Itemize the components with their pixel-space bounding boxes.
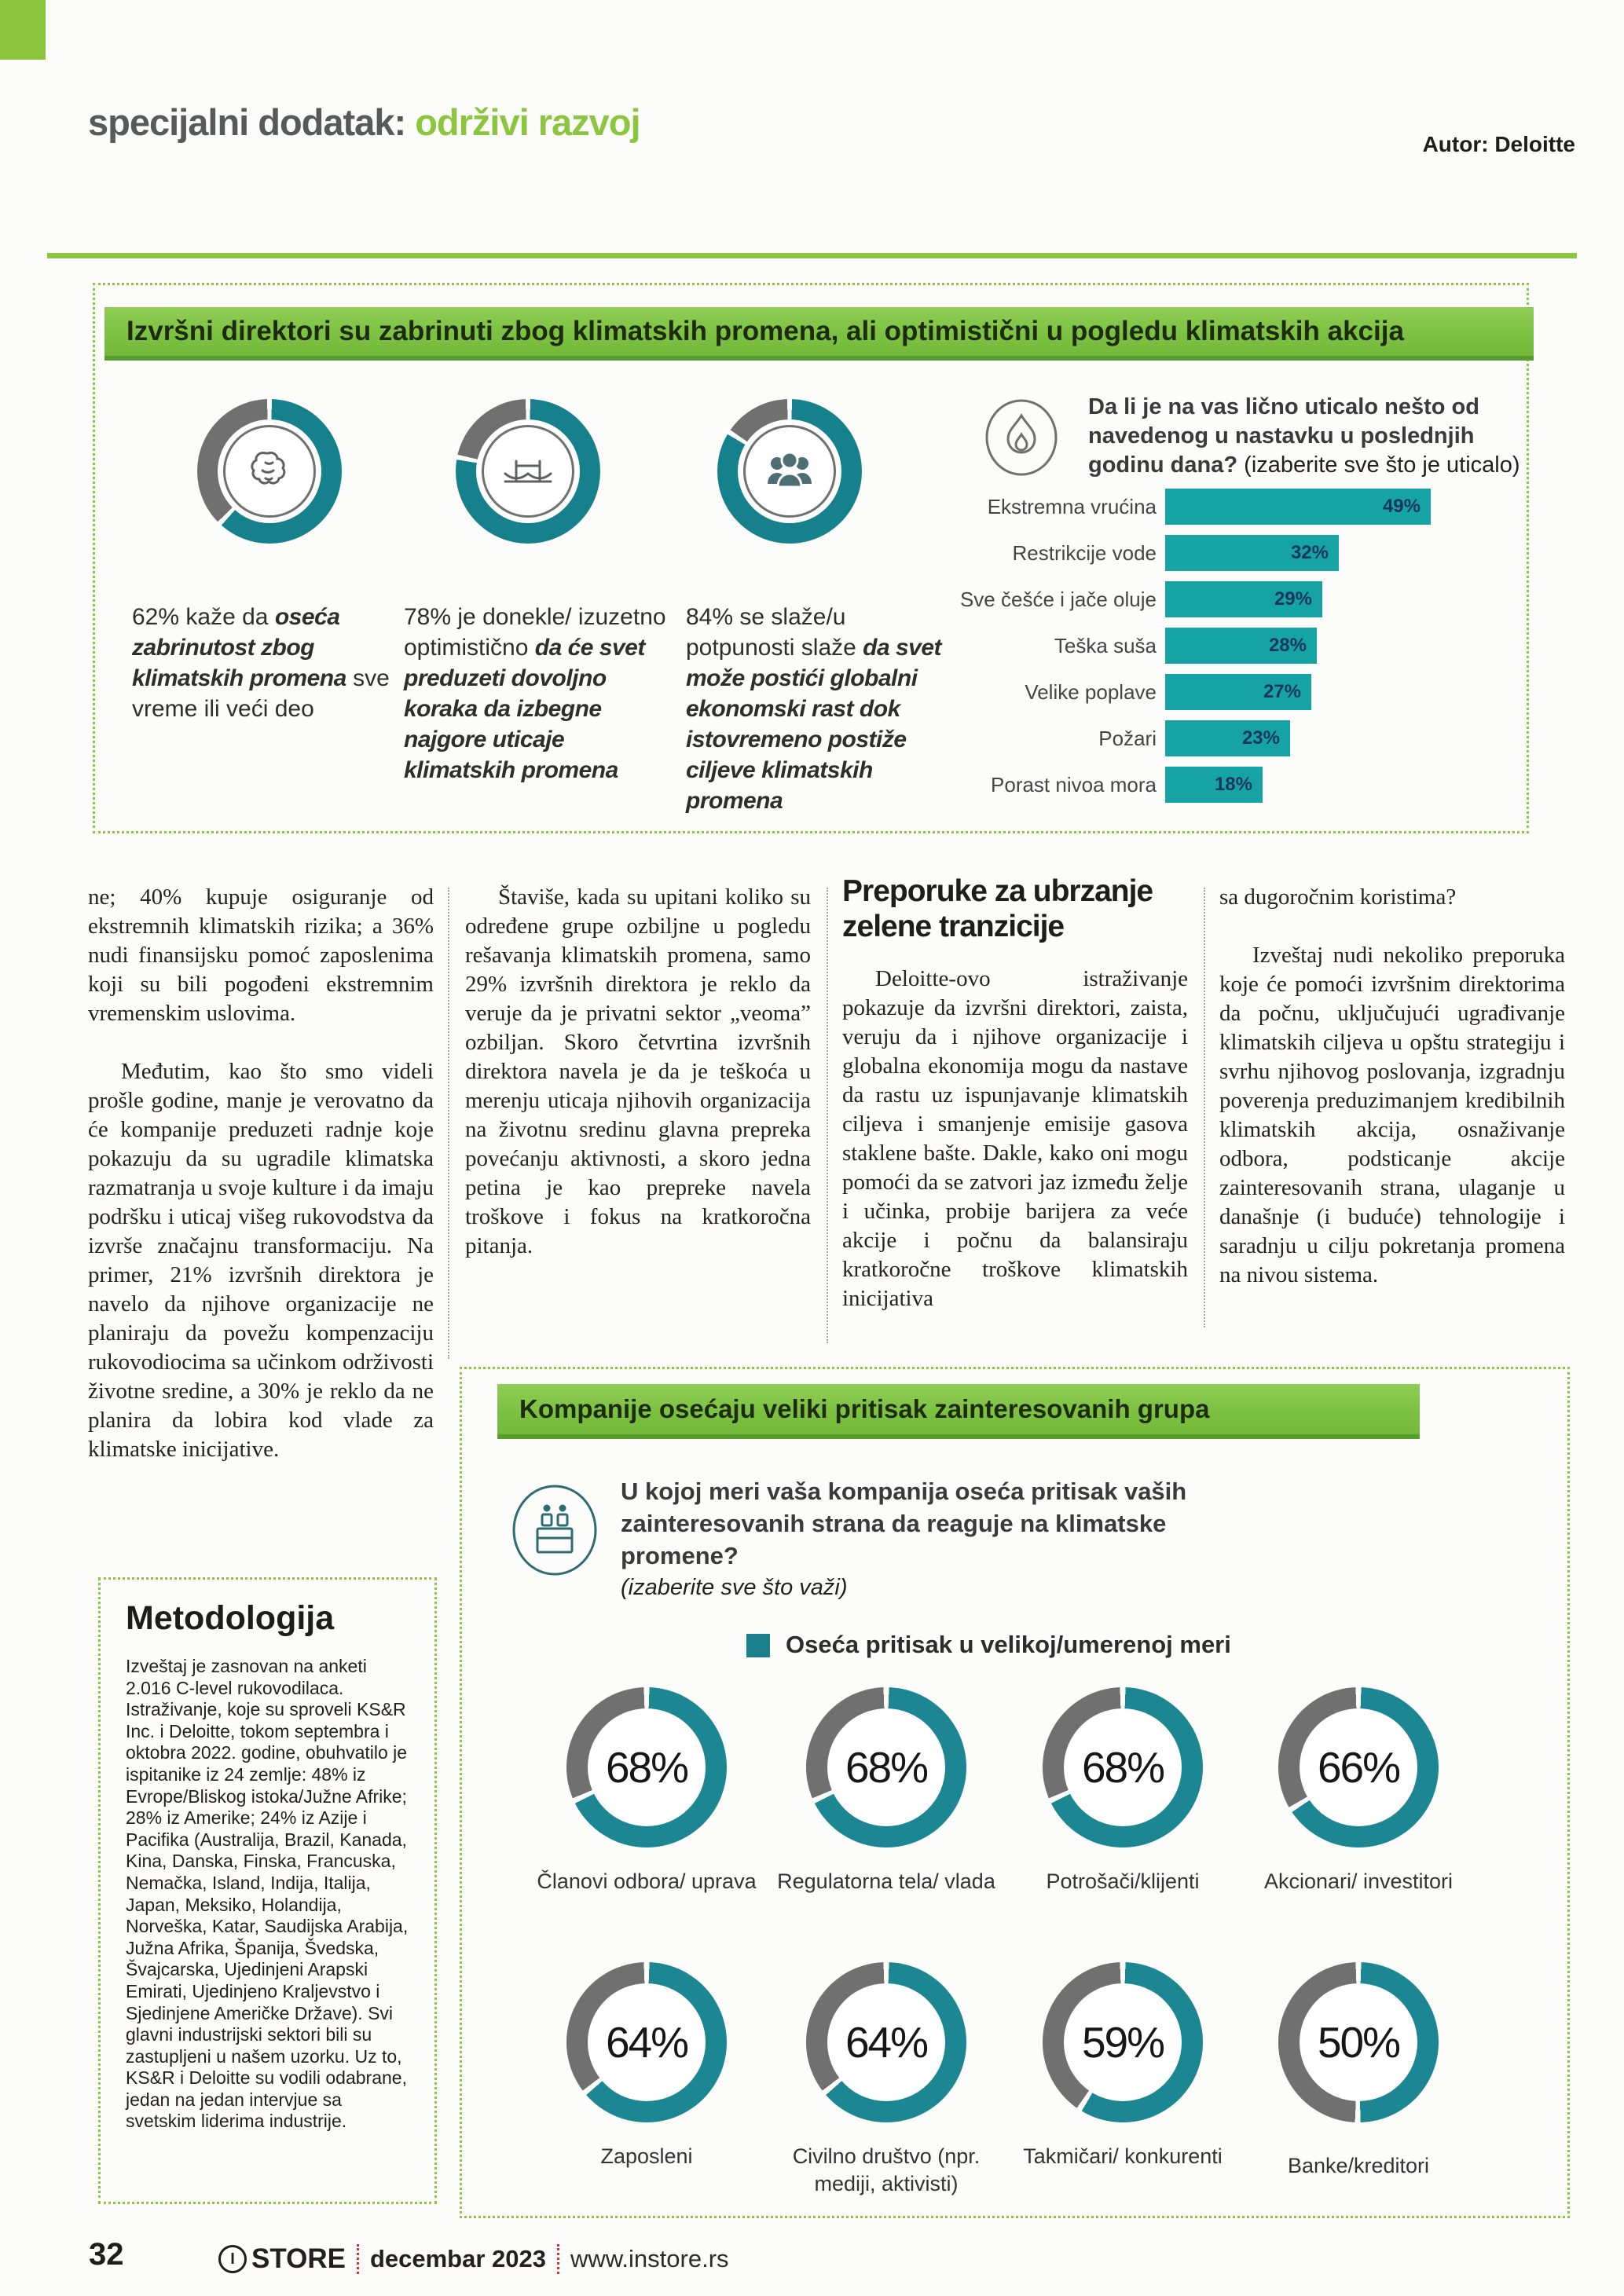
donut-value: 64%: [605, 2018, 688, 2067]
bar-value: 29%: [1274, 588, 1312, 610]
body-column-3: [842, 965, 1188, 1313]
footer-brand-row: [218, 2243, 729, 2275]
people-icon: [743, 425, 836, 518]
body-column-1: [88, 883, 434, 1464]
donut-label: Takmičari/ konkurenti: [1023, 2144, 1223, 2168]
stat-tail: sve vreme ili veći deo: [132, 665, 390, 722]
question-bold: Da li je na vas lično uticalo nešto od navedenog u nastavku u poslednjih godinu dana?: [1088, 394, 1479, 478]
bar: [1165, 767, 1263, 803]
bar: [1165, 581, 1322, 617]
donut-banks: [1278, 1962, 1439, 2122]
donut-value: 68%: [1081, 1743, 1164, 1792]
bar-value: 49%: [1382, 496, 1421, 517]
paragraph: Štaviše, kada su upitani koliko su određene grupe ozbiljne u pogledu rešavanja klimatskih promena, samo 29% izvršnih direktora je reklo da veruje da je privatni sektor „veoma” ozbiljan. Skoro četvrtina izvršnih direktora navela je da je teškoća u merenju uticaja njihovih organizacija na životnu sredinu glavna prepreka povećanju aktivnosti, a skoro jedna petina je kao prepreke navela troškove i fokus na kratkoročna pitanja.: [465, 884, 811, 1258]
paragraph: ne; 40% kupuje osiguranje od ekstremnih klimatskih rizika; a 36% nudi finansijsku pomoć zaposlenima koji su bili pogođeni ekstremnim vremenskim uslovima.: [88, 884, 434, 1026]
bar: [1165, 535, 1339, 571]
stat-value: 78%: [404, 604, 452, 630]
stat-value: 62%: [132, 604, 180, 630]
donut-value: 66%: [1317, 1743, 1400, 1792]
bar-label: Teška suša: [1054, 634, 1157, 657]
flame-icon: [984, 398, 1059, 477]
stat-text-78: [404, 602, 679, 785]
donut-label: Banke/kreditori: [1287, 2154, 1430, 2177]
masthead-gray: specijalni dodatak:: [88, 101, 406, 143]
infographic-title-banner: Izvršni direktori su zabrinuti zbog klimatskih promena, ali optimistični u pogledu klimatskih akcija: [104, 307, 1534, 361]
corner-accent: [0, 0, 46, 60]
donut-label: Akcionari/ investitori: [1263, 1869, 1454, 1893]
body-column-4: [1219, 883, 1565, 1290]
bar: [1165, 628, 1317, 664]
footer-date: decembar 2023: [369, 2245, 546, 2272]
question-personal-impact: [1088, 393, 1528, 480]
author-credit: Autor: Deloitte: [1422, 132, 1575, 156]
footer-website[interactable]: www.instore.rs: [570, 2245, 729, 2272]
stakeholder-table-icon: [509, 1483, 600, 1577]
question-note: (izaberite sve što važi): [621, 1575, 848, 1600]
bar-value: 32%: [1290, 542, 1329, 563]
donut-label: Članovi odbora/ uprava: [537, 1869, 757, 1893]
question-bold: U kojoj meri vaša kompanija oseća pritisak vaših zainteresovanih strana da reaguje na klimatske promene?: [621, 1478, 1187, 1569]
donut-label: Regulatorna tela/ vlada: [777, 1869, 995, 1893]
header-rule: [47, 253, 1577, 258]
bar: [1165, 674, 1311, 710]
bar-value: 23%: [1241, 727, 1280, 749]
donut-value: 68%: [845, 1743, 928, 1792]
recommendations-heading: Preporuke za ubrzanje zelene tranzicije: [842, 874, 1153, 943]
bar-label: Restrikcije vode: [1012, 541, 1157, 565]
donut-value: 68%: [605, 1743, 688, 1792]
bar-label: Ekstremna vrućina: [987, 495, 1157, 518]
bar: [1165, 489, 1431, 525]
paragraph: Deloitte-ovo istraživanje pokazuje da izvršni direktori, zaista, veruju da i njihove organizacije i globalna ekonomija mogu da nastave da rastu uz ispunjavanje klimatskih ciljeva i smanjenje emisije gasova staklene bašte. Dakle, kako oni mogu pomoći da se zatvori jaz između želje i učinka, probije barijera za veće akcije i počnu da balansiraju kratkoročne troškove klimatskih inicijativa: [842, 966, 1188, 1311]
instore-logo-icon: I: [218, 2245, 247, 2273]
stat-em: da će svet preduzeti dovoljno koraka da izbegne najgore uticaje klimatskih promena: [404, 635, 645, 783]
masthead-green: održivi razvoj: [415, 101, 640, 143]
column-divider: [1204, 888, 1205, 1327]
stat-donut-62: [197, 399, 342, 544]
body-column-2: [465, 883, 811, 1261]
bar-label: Porast nivoa mora: [991, 773, 1157, 796]
paragraph: Izveštaj nudi nekoliko preporuka koje će pomoći izvršnim direktorima da počnu, uključujući ugrađivanje klimatskih ciljeva u opštu strategiju i svrhu njihovog poslovanja, izgradnju poverenja preduzimanjem kredibilnih klimatskih akcija, osnaživanje odbora, podsticanje akcije zainteresovanih strana, ulaganje u današnje (i buduće) tehnologije i saradnju u cilju pokretanja promena na nivou sistema.: [1219, 943, 1565, 1287]
stat-em: oseća zabrinutost zbog klimatskih promena: [132, 604, 346, 691]
stat-lead: je donekle/ izuzetno optimistično: [404, 604, 666, 661]
donut-customers: [1043, 1687, 1203, 1847]
stat-text-62: [132, 602, 395, 724]
bridge-icon: [482, 425, 574, 518]
bar-label: Sve češće i jače oluje: [959, 588, 1157, 611]
question-stakeholder-pressure: [621, 1475, 1281, 1604]
bar-label: Požari: [1098, 727, 1157, 750]
column-divider: [448, 888, 449, 1359]
methodology-heading: Metodologija: [126, 1599, 335, 1637]
bar: [1165, 720, 1290, 756]
donut-label: Zaposleni: [600, 2144, 693, 2168]
donut-label: Civilno društvo (npr. mediji, aktivisti): [792, 2144, 981, 2195]
stat-em: da svet može postići globalni ekonomski rast dok istovremeno postiže ciljeve klimatskih promena: [686, 635, 942, 814]
donut-employees: [566, 1962, 727, 2122]
donut-value: 59%: [1081, 2018, 1164, 2067]
legend-label: Oseća pritisak u velikoj/umerenoj meri: [786, 1631, 1231, 1658]
stat-donut-78: [456, 399, 600, 544]
paragraph: Međutim, kao što smo videli prošle godine, manje je verovatno da će kompanije preduzeti radnje koje pokazuju da su ugradile klimatska razmatranja u svoje kulture i da imaju podršku i uticaj višeg rukovodstva da izvrše značajnu transformaciju. Na primer, 21% izvršnih direktora je navelo da njihove organizacije ne planiraju da povežu kompenzaciju rukovodiocima sa učinkom održivosti životne sredine, a 30% je reklo da ne planira da lobira kod vlade za klimatske inicijative.: [88, 1059, 434, 1462]
brain-icon: [223, 425, 316, 518]
stat-lead: se slaže/u potpunosti slaže: [686, 604, 856, 661]
column-divider: [827, 888, 828, 1343]
stat-donut-84: [717, 399, 862, 544]
bar-value: 18%: [1214, 774, 1252, 795]
stat-value: 84%: [686, 604, 734, 630]
donut-regulators: [806, 1687, 966, 1847]
donut-civil-society: [806, 1962, 966, 2122]
paragraph: sa dugoročnim koristima?: [1219, 884, 1457, 910]
pressure-title-banner: Kompanije osećaju veliki pritisak zainteresovanih grupa: [497, 1384, 1420, 1439]
page-number: 32: [89, 2237, 124, 2272]
donut-value: 64%: [845, 2018, 928, 2067]
footer-divider: [557, 2244, 559, 2274]
legend-swatch: [746, 1634, 770, 1657]
donut-shareholders: [1278, 1687, 1439, 1847]
bar-label: Velike poplave: [1025, 680, 1157, 704]
page-title: [88, 101, 640, 144]
donut-label: Potrošači/klijenti: [1046, 1869, 1200, 1893]
donut-competitors: [1043, 1962, 1203, 2122]
methodology-text: Izveštaj je zasnovan na anketi 2.016 C-level rukovodilaca. Istraživanje, koje su sproveli KS&R Inc. i Deloitte, tokom septembra i oktobra 2022. godine, obuhvatilo je ispitanike iz 24 zemlje: 48% iz Evrope/Bliskog istoka/Južne Afrike; 28% iz Amerike; 24% iz Azije i Pacifika (Australija, Brazil, Kanada, Kina, Danska, Finska, Francuska, Nemačka, Island, Indija, Italija, Japan, Meksiko, Holandija, Norveška, Katar, Saudijska Arabija, Južna Afrika, Španija, Švedska, Švajcarska, Ujedinjeni Arapski Emirati, Ujedinjeno Kraljevstvo i Sjedinjene Američke Države). Svi glavni industrijski sektori bili su zastupljeni u našem uzorku. Uz to, KS&R i Deloitte su vodili odabrane, jedan na jedan intervjue sa svetskim liderima industrije.: [126, 1656, 409, 2132]
donut-board: [566, 1687, 727, 1847]
bar-value: 27%: [1263, 681, 1301, 702]
footer-divider: [357, 2244, 359, 2274]
question-note: (izaberite sve što je uticalo): [1244, 452, 1520, 478]
stat-lead: kaže da: [185, 604, 269, 630]
donut-value: 50%: [1317, 2018, 1400, 2067]
footer-brand: STORE: [251, 2243, 346, 2274]
bar-value: 28%: [1268, 635, 1307, 656]
